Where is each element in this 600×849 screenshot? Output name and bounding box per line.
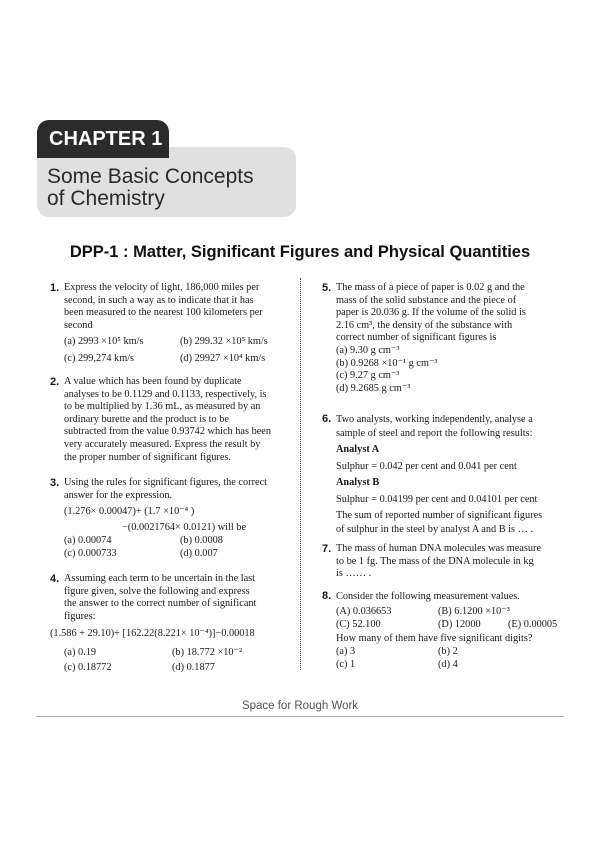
question-6: 6. Two analysts, working independently, analyse a sample of steel and report the following results: Analyst A Sulphur = 0.042 per cent and 0.041 per cent Analyst B Sulphur = 0.04199 per cent and 0.04101 per cent The sum of reported number of significant figures of sulphur in the steel by analyst A and B is … . — [322, 413, 567, 536]
option-c: (c) 1 — [336, 659, 356, 671]
value-a: (A) 0.036653 — [336, 606, 392, 618]
option-d: (d) 9.2685 g cm⁻³ — [336, 382, 411, 394]
option-d: (d) 0.007 — [180, 547, 218, 559]
option-b: (b) 0.0008 — [180, 535, 223, 547]
question-3: 3. Using the rules for significant figures, the correct answer for the expression. (1.276× 0.00047)+ (1.7 ×10⁻⁴ ) −(0.0021764× 0.0121) will be (a) 0.00074 (b) 0.0008 (c) 0.000733 (d) 0.007 — [50, 477, 290, 561]
option-b: (b) 2 — [438, 645, 458, 657]
option-d: (d) 0.1877 — [172, 661, 215, 673]
question-4: 4. Assuming each term to be uncertain in the last figure given, solve the following and express the answer to the correct number of significant figures: (1.586 + 29.10)+ [162.22(8.221× 10⁻⁴)]−0.00018 (a) 0.19 (b) 18.772 ×10⁻² (c) 0.18772 (d) 0.1877 — [50, 573, 300, 674]
option-c: (c) 0.18772 — [64, 661, 112, 673]
question-7: 7. The mass of human DNA molecules was measure to be 1 fg. The mass of the DNA molecule in kg is …… . — [322, 543, 542, 580]
option-a: (a) 3 — [336, 645, 356, 657]
expression: (1.276× 0.00047)+ (1.7 ×10⁻⁴ ) — [64, 506, 195, 518]
analyst-b-label: Analyst B — [336, 477, 380, 488]
question-8: 8. Consider the following measurement values. (A) 0.036653 (B) 6.1200 ×10⁻³ (C) 52.100 (D) 12000 (E) 0.00005 How many of them have five significant digits? (a) 3 (b) 2 (c) 1 (d) 4 — [322, 590, 567, 671]
chapter-title: Some Basic Concepts of Chemistry — [47, 165, 254, 210]
question-2: 2. A value which has been found by duplicate analyses to be 0.1129 and 0.1133, respectively, is to be multiplied by 1.36 mL, as measured by an ordinary burette and the product is to be subtracted from the value 0.93742 which has been very accurately measured. Express the result by the proper number of significant figures. — [50, 376, 272, 463]
option-a: (a) 2993 ×10⁵ km/s — [64, 336, 144, 348]
option-d: (d) 29927 ×10⁴ km/s — [180, 352, 266, 364]
rough-work-label: Space for Rough Work — [241, 700, 359, 712]
question-1: 1. Express the velocity of light, 186,000 miles per second, in such a way as to indicate that it has been measured to the nearest 100 kilometers per second (a) 2993 ×10⁵ km/s (b) 299.32 ×10⁵ km/s (c) 299,274 km/s (d) 29927 ×10⁴ km/s — [50, 282, 290, 366]
dpp-title: DPP-1 : Matter, Significant Figures and Physical Quantities — [69, 243, 531, 261]
value-b: (B) 6.1200 ×10⁻³ — [438, 606, 510, 618]
expression-continued: −(0.0021764× 0.0121) will be — [122, 521, 247, 533]
value-d: (D) 12000 — [438, 619, 481, 631]
question-5: 5. The mass of a piece of paper is 0.02 g and the mass of the solid substance and the piece of paper is 20.036 g. If the volume of the solid is 2.16 cm³, the density of the substance with correct number of significant figures is (a) 9.30 g cm⁻³ (b) 0.9268 ×10⁻¹ g cm⁻³ (c) 9.27 g cm⁻³ (d) 9.2685 g cm⁻³ — [322, 282, 562, 395]
option-d: (d) 4 — [438, 659, 458, 671]
option-a: (a) 0.19 — [64, 646, 97, 658]
option-c: (c) 299,274 km/s — [64, 352, 135, 364]
rough-work-rule — [36, 716, 564, 717]
column-divider — [300, 278, 301, 670]
value-e: (E) 0.00005 — [508, 619, 558, 631]
value-c: (C) 52.100 — [336, 619, 381, 631]
expression: (1.586 + 29.10)+ [162.22(8.221× 10⁻⁴)]−0.00018 — [50, 628, 255, 640]
analyst-a-label: Analyst A — [336, 444, 380, 455]
option-c: (c) 0.000733 — [64, 547, 117, 559]
option-b: (b) 0.9268 ×10⁻¹ g cm⁻³ — [336, 357, 438, 369]
option-a: (a) 9.30 g cm⁻³ — [336, 344, 400, 356]
option-b: (b) 299.32 ×10⁵ km/s — [180, 336, 268, 348]
analyst-a-result: Sulphur = 0.042 per cent and 0.041 per cent — [336, 460, 517, 472]
analyst-b-result: Sulphur = 0.04199 per cent and 0.04101 per cent — [336, 493, 538, 505]
question-8-prompt: How many of them have five significant digits? — [336, 632, 533, 644]
chapter-label: CHAPTER 1 — [37, 120, 169, 158]
option-c: (c) 9.27 g cm⁻³ — [336, 370, 400, 382]
option-b: (b) 18.772 ×10⁻² — [172, 646, 243, 658]
option-a: (a) 0.00074 — [64, 535, 112, 547]
